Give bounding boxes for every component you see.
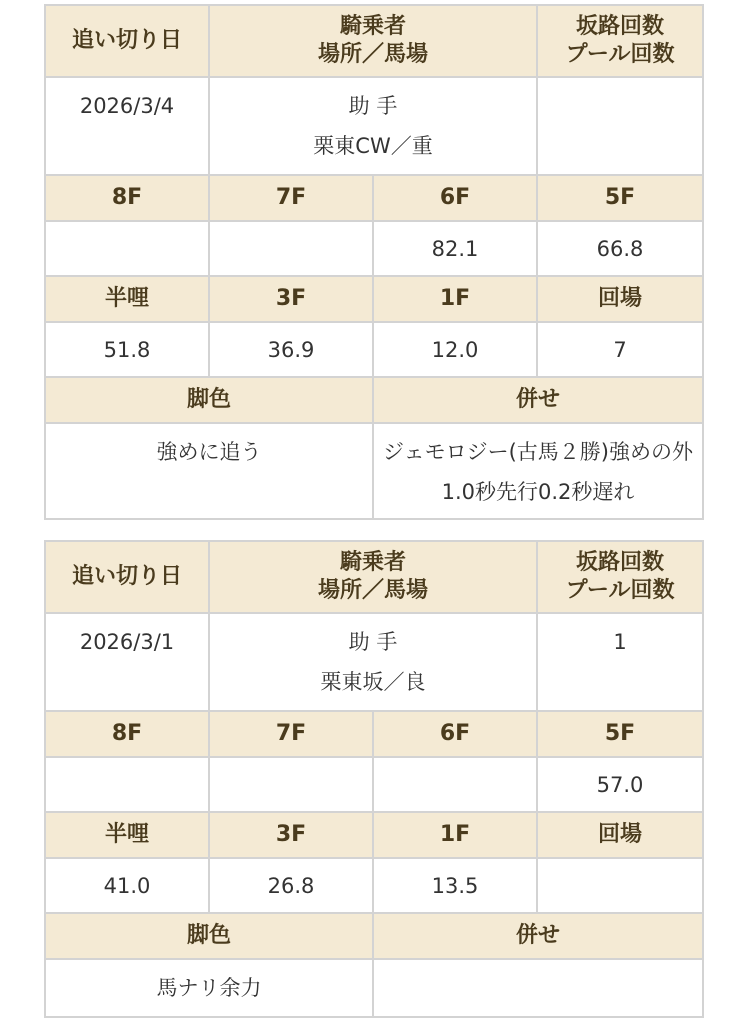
rider-place-cell: [209, 613, 537, 711]
header-counts: [537, 5, 703, 77]
split2-value-row: [45, 858, 703, 913]
info-row: [45, 77, 703, 175]
header-counts: [537, 541, 703, 613]
leg-value: 強めに追う: [45, 423, 373, 519]
partner-value: [373, 959, 703, 1017]
workout-table-1: [44, 4, 704, 520]
leg-value-row: [45, 423, 703, 519]
split-label-6f: 6F: [373, 175, 537, 221]
leg-value: 馬ナリ余力: [45, 959, 373, 1017]
leg-value-row: [45, 959, 703, 1017]
split-label-3f: 3F: [209, 276, 373, 322]
split-value-7f: [209, 221, 373, 276]
partner-value: [373, 423, 703, 519]
split-value-5f: 66.8: [537, 221, 703, 276]
split-label-8f: 8F: [45, 175, 209, 221]
split-label-3f: 3F: [209, 812, 373, 858]
split-value-half-mile: 41.0: [45, 858, 209, 913]
split-value-8f: [45, 757, 209, 812]
split-label-row: [45, 711, 703, 757]
split-label-5f: 5F: [537, 175, 703, 221]
workout-table-2: [44, 540, 704, 1018]
header-place: 場所／馬場: [318, 42, 429, 67]
split-value-6f: [373, 757, 537, 812]
place-value: 栗東CW／重: [313, 134, 433, 158]
header-pool-count: プール回数: [565, 42, 675, 67]
partner-label: 併せ: [373, 913, 703, 959]
split-value-1f: 13.5: [373, 858, 537, 913]
split-value-turn: 7: [537, 322, 703, 377]
split-label-1f: 1F: [373, 812, 537, 858]
split-label-5f: 5F: [537, 711, 703, 757]
info-row: [45, 613, 703, 711]
split-value-7f: [209, 757, 373, 812]
split-label-7f: 7F: [209, 175, 373, 221]
split-value-row: [45, 757, 703, 812]
split-value-1f: 12.0: [373, 322, 537, 377]
split2-label-row: [45, 812, 703, 858]
header-rider-place: [209, 541, 537, 613]
leg-label-row: [45, 913, 703, 959]
split-value-6f: 82.1: [373, 221, 537, 276]
leg-label: 脚色: [45, 913, 373, 959]
split-value-row: [45, 221, 703, 276]
split-label-6f: 6F: [373, 711, 537, 757]
leg-label: 脚色: [45, 377, 373, 423]
rider-value: 助 手: [348, 630, 398, 654]
rider-place-cell: [209, 77, 537, 175]
split-label-turn: 回場: [537, 276, 703, 322]
split-label-half-mile: 半哩: [45, 276, 209, 322]
split-value-3f: 26.8: [209, 858, 373, 913]
split-value-turn: [537, 858, 703, 913]
header-place: 場所／馬場: [318, 578, 429, 603]
split-label-half-mile: 半哩: [45, 812, 209, 858]
workout-date: 2026/3/4: [45, 77, 209, 175]
header-pool-count: プール回数: [565, 578, 675, 603]
split-label-1f: 1F: [373, 276, 537, 322]
leg-label-row: [45, 377, 703, 423]
split-label-8f: 8F: [45, 711, 209, 757]
split2-label-row: [45, 276, 703, 322]
count-value: 1: [537, 613, 703, 711]
split-label-7f: 7F: [209, 711, 373, 757]
split-label-turn: 回場: [537, 812, 703, 858]
split-value-8f: [45, 221, 209, 276]
partner-text: ジェモロジー(古馬２勝)強めの外1.0秒先行0.2秒遅れ: [383, 440, 693, 504]
split-label-row: [45, 175, 703, 221]
split-value-3f: 36.9: [209, 322, 373, 377]
split2-value-row: [45, 322, 703, 377]
split-value-5f: 57.0: [537, 757, 703, 812]
header-row: [45, 5, 703, 77]
place-value: 栗東坂／良: [320, 670, 426, 694]
header-row: [45, 541, 703, 613]
header-date: 追い切り日: [45, 5, 209, 77]
rider-value: 助 手: [348, 94, 398, 118]
header-rider: 騎乗者: [340, 14, 407, 39]
split-value-half-mile: 51.8: [45, 322, 209, 377]
header-slope-count: 坂路回数: [576, 14, 665, 39]
workout-date: 2026/3/1: [45, 613, 209, 711]
count-value: [537, 77, 703, 175]
header-date: 追い切り日: [45, 541, 209, 613]
header-slope-count: 坂路回数: [576, 550, 665, 575]
header-rider: 騎乗者: [340, 550, 407, 575]
partner-label: 併せ: [373, 377, 703, 423]
header-rider-place: [209, 5, 537, 77]
